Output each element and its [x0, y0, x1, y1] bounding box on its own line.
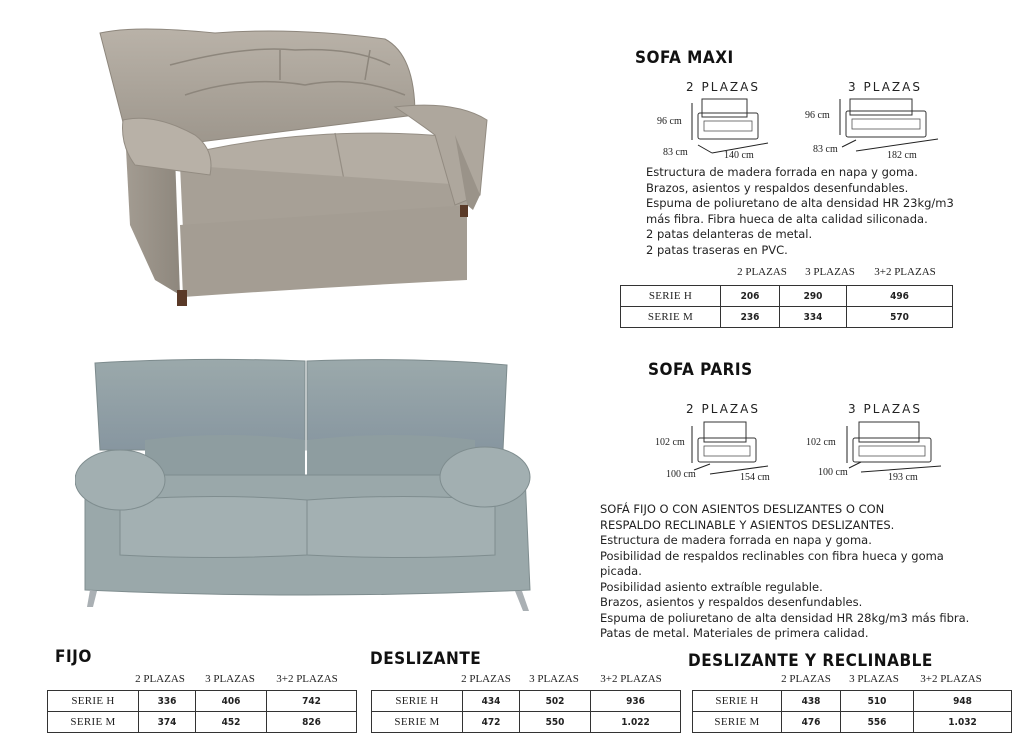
paris-2-width: 154 cm: [740, 472, 770, 483]
maxi-3-depth: 83 cm: [813, 144, 838, 155]
paris-2-plazas-label: 2 PLAZAS: [686, 402, 760, 416]
deslizante-title: DESLIZANTE: [370, 649, 482, 669]
table-row: [372, 712, 681, 733]
price-cell: 948: [914, 691, 1012, 712]
paris-desc-line: picada.: [600, 564, 642, 578]
paris-desc-line: Espuma de poliuretano de alta densidad HR 28kg/m3 más fibra.: [600, 610, 970, 625]
price-cell: 206: [721, 286, 780, 307]
maxi-header-3-plazas: 3 PLAZAS: [805, 266, 855, 278]
fijo-header-3-2-plazas: 3+2 PLAZAS: [276, 673, 338, 685]
paris-3-height: 102 cm: [806, 437, 836, 448]
price-cell: 374: [139, 712, 196, 733]
maxi-header-3-2-plazas: 3+2 PLAZAS: [874, 266, 936, 278]
sofa-paris-title: SOFA PARIS: [648, 360, 753, 380]
maxi-3-plazas-diagram: [838, 95, 943, 155]
fijo-header-2-plazas: 2 PLAZAS: [135, 673, 185, 685]
paris-desc-line: Posibilidad de respaldos reclinables con fibra hueca y goma: [600, 548, 944, 563]
price-cell: 1.022: [591, 712, 681, 733]
serie-label: SERIE M: [48, 712, 139, 733]
price-cell: 550: [520, 712, 591, 733]
paris-3-depth: 100 cm: [818, 467, 848, 478]
price-cell: 742: [267, 691, 357, 712]
price-cell: 452: [196, 712, 267, 733]
paris-2-plazas-diagram: [690, 418, 785, 478]
paris-desc-line: SOFÁ FIJO O CON ASIENTOS DESLIZANTES O CON: [600, 502, 885, 516]
maxi-description: [646, 165, 954, 258]
price-cell: 472: [463, 712, 520, 733]
paris-desc-line: Posibilidad asiento extraíble regulable.: [600, 579, 823, 594]
sofa-maxi-title: SOFA MAXI: [635, 48, 734, 68]
reclinable-price-table: [692, 690, 1012, 733]
table-row: [372, 691, 681, 712]
price-cell: 434: [463, 691, 520, 712]
sofa-maxi-image: [95, 25, 490, 310]
deslizante-reclinable-title: DESLIZANTE Y RECLINABLE: [688, 651, 933, 671]
reclinable-header-2-plazas: 2 PLAZAS: [781, 673, 831, 685]
fijo-header-3-plazas: 3 PLAZAS: [205, 673, 255, 685]
maxi-2-plazas-label: 2 PLAZAS: [686, 80, 760, 94]
price-cell: 236: [721, 307, 780, 328]
paris-3-width: 193 cm: [888, 472, 918, 483]
paris-description: [600, 502, 969, 642]
serie-label: SERIE M: [621, 307, 721, 328]
paris-3-plazas-label: 3 PLAZAS: [848, 402, 922, 416]
price-cell: 502: [520, 691, 591, 712]
maxi-header-2-plazas: 2 PLAZAS: [737, 266, 787, 278]
reclinable-header-3-2-plazas: 3+2 PLAZAS: [920, 673, 982, 685]
price-cell: 334: [780, 307, 847, 328]
serie-label: SERIE M: [693, 712, 782, 733]
deslizante-header-3-plazas: 3 PLAZAS: [529, 673, 579, 685]
maxi-2-height: 96 cm: [657, 116, 682, 127]
maxi-desc-line: 2 patas traseras en PVC.: [646, 242, 788, 257]
paris-desc-line: Brazos, asientos y respaldos desenfundables.: [600, 595, 863, 609]
maxi-3-height: 96 cm: [805, 110, 830, 121]
price-cell: 496: [847, 286, 953, 307]
fijo-price-table: [47, 690, 357, 733]
maxi-2-depth: 83 cm: [663, 147, 688, 158]
paris-2-height: 102 cm: [655, 437, 685, 448]
maxi-desc-line: Estructura de madera forrada en napa y goma.: [646, 165, 918, 179]
maxi-3-width: 182 cm: [887, 150, 917, 161]
price-cell: 336: [139, 691, 196, 712]
price-cell: 476: [782, 712, 841, 733]
deslizante-header-2-plazas: 2 PLAZAS: [461, 673, 511, 685]
paris-desc-line: Patas de metal. Materiales de primera calidad.: [600, 626, 869, 640]
serie-label: SERIE H: [48, 691, 139, 712]
deslizante-price-table: [371, 690, 681, 733]
price-cell: 438: [782, 691, 841, 712]
table-row: [621, 307, 953, 328]
price-cell: 406: [196, 691, 267, 712]
price-cell: 290: [780, 286, 847, 307]
serie-label: SERIE H: [621, 286, 721, 307]
price-cell: 570: [847, 307, 953, 328]
serie-label: SERIE H: [372, 691, 463, 712]
price-cell: 1.032: [914, 712, 1012, 733]
price-cell: 936: [591, 691, 681, 712]
table-row: [693, 691, 1012, 712]
reclinable-header-3-plazas: 3 PLAZAS: [849, 673, 899, 685]
table-row: [621, 286, 953, 307]
paris-2-depth: 100 cm: [666, 469, 696, 480]
maxi-price-table: [620, 285, 953, 328]
maxi-desc-line: 2 patas delanteras de metal.: [646, 227, 813, 241]
maxi-3-plazas-label: 3 PLAZAS: [848, 80, 922, 94]
maxi-2-width: 140 cm: [724, 150, 754, 161]
paris-desc-line: RESPALDO RECLINABLE Y ASIENTOS DESLIZANTES.: [600, 517, 895, 532]
table-row: [48, 691, 357, 712]
maxi-desc-line: Brazos, asientos y respaldos desenfundables.: [646, 180, 909, 195]
serie-label: SERIE M: [372, 712, 463, 733]
deslizante-header-3-2-plazas: 3+2 PLAZAS: [600, 673, 662, 685]
table-row: [48, 712, 357, 733]
table-row: [693, 712, 1012, 733]
price-cell: 826: [267, 712, 357, 733]
maxi-desc-line: más fibra. Fibra hueca de alta calidad siliconada.: [646, 211, 928, 226]
maxi-2-plazas-diagram: [690, 95, 785, 155]
serie-label: SERIE H: [693, 691, 782, 712]
price-cell: 556: [841, 712, 914, 733]
price-cell: 510: [841, 691, 914, 712]
sofa-paris-image: [75, 355, 535, 615]
paris-3-plazas-diagram: [845, 418, 945, 478]
fijo-title: FIJO: [55, 647, 92, 667]
paris-desc-line: Estructura de madera forrada en napa y goma.: [600, 533, 872, 547]
maxi-desc-line: Espuma de poliuretano de alta densidad HR 23kg/m3: [646, 196, 954, 210]
